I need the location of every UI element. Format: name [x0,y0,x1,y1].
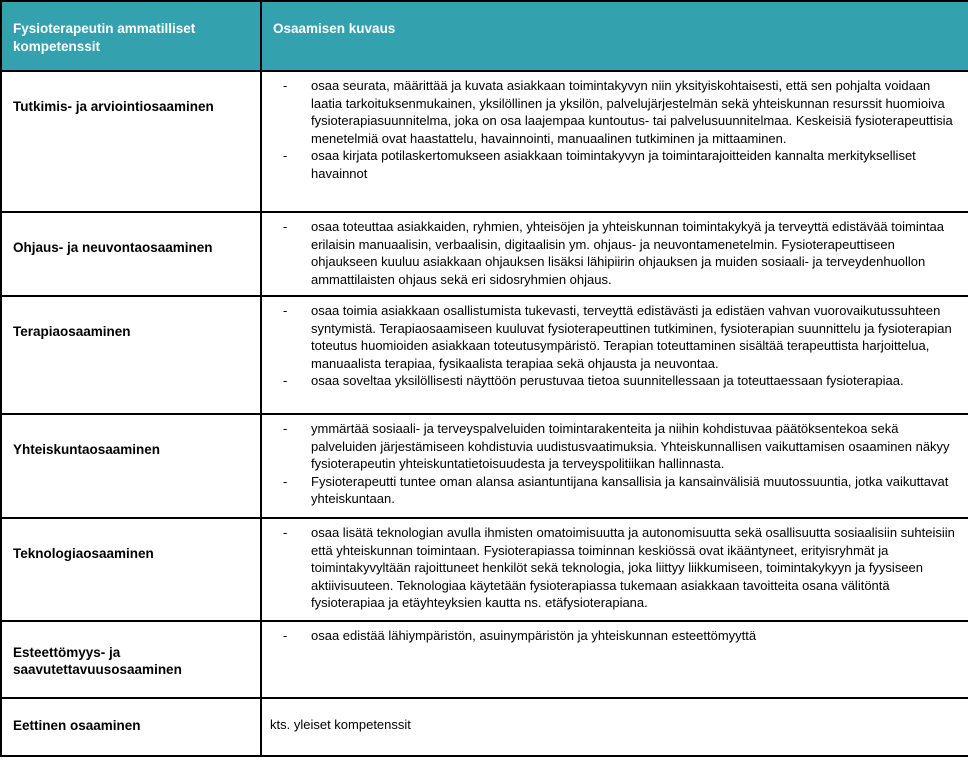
description-cell [261,518,968,621]
description-cell [261,414,968,518]
bullet-list [262,302,960,390]
bullet-item: - osaa lisätä teknologian avulla ihmisten omatoimisuutta ja autonomisuutta sekä osallisuutta sosiaalisiin suhteisiin että yhteiskunnan toimintaan. Fysioterapiassa toiminnan keskiössä ovat ikääntyneet, erityisryhmät ja toimintakyvyltään rajoittuneet henkilöt sekä teknologia, joka liittyy liikkumiseen, toimintakykyyn ja fyysiseen aktiivisuuteen. Teknologiaa käytetään fysioterapiassa tukemaan asiakkaan tavoitteita osana välitöntä fysioterapiaa ja etäyhteyksien kautta ns. etäfysioterapiana. [262,524,960,612]
table-row [1,621,968,698]
description-cell [261,621,968,698]
description-cell [261,296,968,414]
bullet-item: - osaa toimia asiakkaan osallistumista tukevasti, terveyttä edistävästi ja edistäen vahvan vuorovaikutussuhteen syntymistä. Terapiaosaamiseen kuuluvat fysioterapeuttinen tutkiminen, fysioterapian suunnittelu ja fysioterapian toteutus huomioiden asiakkaan toteutusympäristö. Terapian toteuttaminen sisältää terapeuttista harjoittelua, manuaalista terapiaa, fysikaalista terapiaa sekä ohjausta ja neuvontaa. [262,302,960,372]
table-row [1,71,968,212]
competence-cell [1,414,261,518]
competence-label: Terapiaosaaminen [13,324,131,339]
competence-cell [1,71,261,212]
bullet-list [262,627,960,645]
table-row [1,518,968,621]
description-cell [261,212,968,296]
plain-note: kts. yleiset kompetenssit [270,717,411,732]
table-row [1,296,968,414]
header-cell-description: Osaamisen kuvaus [261,1,968,71]
bullet-item: - osaa edistää lähiympäristön, asuinympäristön ja yhteiskunnan esteettömyyttä [262,627,960,645]
competence-cell [1,698,261,756]
bullet-list [262,77,960,182]
table-row [1,698,968,756]
description-cell [261,71,968,212]
bullet-item: - osaa kirjata potilaskertomukseen asiakkaan toimintakyvyn ja toimintarajoitteiden kannalta merkitykselliset havainnot [262,147,960,182]
competence-cell [1,296,261,414]
competence-cell [1,518,261,621]
header-row [1,1,968,71]
bullet-item: - osaa seurata, määrittää ja kuvata asiakkaan toimintakyvyn niin yksityiskohtaisesti, että sen pohjalta voidaan laatia tarkoituksenmukainen, yksilöllinen ja yksilön, palvelujärjestelmän sekä yhteiskunnan resurssit huomioiva fysioterapiasuunnitelma, joka on osa laajempaa kuntoutus- tai palvelusuunnitelmaa. Keskeisiä fysioterapeuttisia menetelmiä ovat haastattelu, havainnointi, manuaalinen tutkiminen ja mittaaminen. [262,77,960,147]
competence-label: Esteettömyys- ja saavutettavuusosaaminen [13,645,182,677]
competence-label: Teknologiaosaaminen [13,546,154,561]
description-cell [261,698,968,756]
header-cell-competence: Fysioterapeutin ammatilliset kompetenssit [1,1,261,71]
competence-label: Ohjaus- ja neuvontaosaaminen [13,240,213,255]
competence-label: Tutkimis- ja arviointiosaaminen [13,99,214,114]
table-header [1,1,968,71]
competence-cell [1,212,261,296]
bullet-list [262,420,960,508]
competence-cell [1,621,261,698]
bullet-list [262,524,960,612]
bullet-item: - osaa soveltaa yksilöllisesti näyttöön perustuvaa tietoa suunnitellessaan ja toteuttaessaan fysioterapiaa. [262,372,960,390]
table-row [1,414,968,518]
competence-label: Yhteiskuntaosaaminen [13,442,161,457]
table-body [1,71,968,756]
table-row [1,212,968,296]
bullet-item: - ymmärtää sosiaali- ja terveyspalveluiden toimintarakenteita ja niihin kohdistuvaa päätöksentekoa sekä palveluiden järjestämiseen kohdistuvia uudistusvaatimuksia. Yhteiskunnallisen vaikuttamisen osaaminen näkyy fysioterapeutin yhteiskuntatietoisuudesta ja terveyspolitiikan hallinnasta. [262,420,960,473]
competence-label: Eettinen osaaminen [13,718,141,733]
bullet-item: - Fysioterapeutti tuntee oman alansa asiantuntijana kansallisia ja kansainvälisiä muutossuuntia, jotka vaikuttavat yhteiskuntaan. [262,473,960,508]
bullet-list [262,218,960,288]
bullet-item: - osaa toteuttaa asiakkaiden, ryhmien, yhteisöjen ja yhteiskunnan toimintakykyä ja terveyttä edistävää toimintaa erilaisin manuaalisin, verbaalisin, digitaalisin ym. ohjaus- ja neuvontamenetelmin. Fysioterapeuttiseen ohjaukseen kuuluu asiakkaan ohjauksen lisäksi lähipiirin ohjauksen ja muiden sosiaali- ja terveydenhuollon ammattilaisten ohjaus sekä eri sidosryhmien ohjaus. [262,218,960,288]
